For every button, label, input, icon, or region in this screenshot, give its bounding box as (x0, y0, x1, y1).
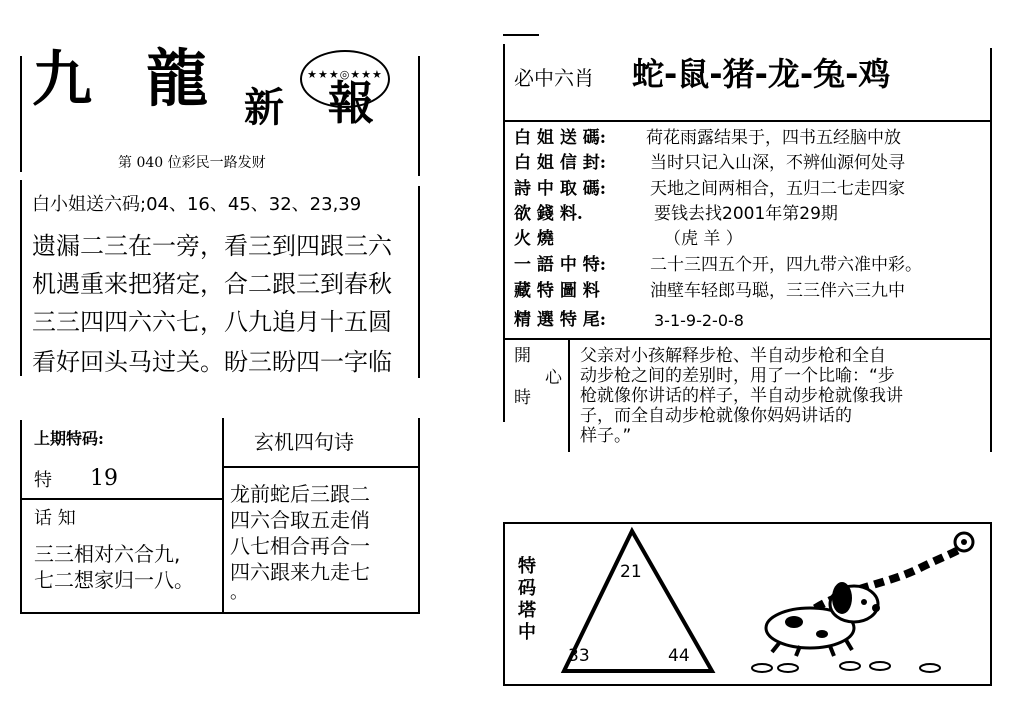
clue-text-6: 二十三四五个开，四九带六准中彩。 (650, 255, 922, 275)
main-border-left (20, 180, 22, 376)
clue-text-4: 要钱去找2001年第29期 (654, 204, 838, 224)
pyramid-side-char-4: 中 (518, 622, 536, 643)
pyramid-border-left (503, 522, 505, 686)
masthead-char-3: 新 (244, 84, 284, 131)
pyramid-top-number: 21 (620, 562, 642, 582)
bottom-border-right (418, 418, 420, 612)
verse-line-4: 看好回头马过关。盼三盼四一字临 (32, 348, 392, 376)
joke-line-3: 枪就像你讲话的样子，半自动步枪就像我讲 (580, 386, 903, 406)
hint-label: 话 知 (34, 508, 76, 529)
six-zodiac-animals: 蛇-鼠-猪-龙-兔-鸡 (632, 55, 891, 93)
joke-side-char-1: 開 (514, 346, 531, 366)
poem-line-4: 四六跟来九走七 (230, 560, 370, 584)
masthead-char-1: 九 (32, 45, 92, 115)
clue-label-5: 火 燒 (514, 229, 554, 249)
verse-line-2: 机遇重来把猪定，合二跟三到春秋 (32, 270, 392, 298)
joke-divider (568, 340, 570, 452)
pyramid-side-char-2: 码 (518, 578, 536, 599)
clues-border-right (990, 122, 992, 338)
clue-text-7: 油壁车轻郎马聪，三三伴六三九中 (650, 281, 905, 301)
pyramid-border-bottom (503, 684, 992, 686)
joke-line-5: 样子。” (580, 426, 632, 446)
last-period-divider (20, 498, 224, 500)
last-period-label: 上期特码: (34, 429, 104, 448)
pyramid-right-number: 44 (668, 646, 690, 666)
joke-line-1: 父亲对小孩解释步枪、半自动步枪和全自 (580, 346, 886, 366)
pyramid-border-right (990, 522, 992, 686)
hint-line-1: 三三相对六合九, (34, 542, 181, 566)
newspaper-seal (300, 50, 390, 108)
pyramid-left-number: 33 (568, 646, 590, 666)
joke-border-left (503, 340, 505, 422)
verse-line-3: 三三四四六六七，八九追月十五圆 (32, 308, 392, 336)
joke-line-2: 动步枪之间的差别时，用了一个比喻：“步 (580, 366, 895, 386)
joke-border-right (990, 340, 992, 452)
zodiac-border-left (503, 44, 505, 120)
clue-label-4: 欲 錢 料. (514, 204, 583, 224)
poem-title: 玄机四句诗 (254, 430, 354, 454)
clue-label-6: 一 語 中 特: (514, 255, 607, 275)
joke-side-char-2: 心 (545, 368, 562, 388)
clue-text-8: 3-1-9-2-0-8 (654, 311, 744, 330)
pyramid-border-top (503, 522, 992, 524)
masthead-char-2: 龍 (146, 42, 209, 115)
bottom-border-bottom (20, 612, 420, 614)
clue-text-5: （虎 羊 ） (664, 229, 743, 249)
zodiac-border-bottom (503, 120, 992, 122)
masthead-border-left (20, 56, 22, 172)
te-label: 特 (34, 470, 52, 491)
poem-end-mark: 。 (230, 582, 248, 603)
clue-label-7: 藏 特 圖 料 (514, 281, 600, 301)
masthead-tagline: 第 040 位彩民一路发财 (118, 155, 266, 171)
seal-stars: ★★★◎★★★ (307, 68, 383, 81)
clue-label-2: 白 姐 信 封: (514, 153, 607, 173)
six-numbers-line: 白小姐送六码;04、16、45、32、23,39 (32, 194, 362, 215)
clue-label-8: 精 選 特 尾: (514, 310, 607, 330)
poem-title-divider (222, 466, 420, 468)
clue-label-1: 白 姐 送 碼: (514, 128, 607, 148)
clues-border-left (503, 122, 505, 338)
clue-label-3: 詩 中 取 碼: (514, 179, 607, 199)
clue-text-3: 天地之间两相合，五归二七走四家 (650, 179, 905, 199)
top-mark (503, 34, 539, 36)
bottom-divider (222, 418, 224, 614)
dog-illustration (730, 528, 980, 678)
hint-line-2: 七二想家归一八。 (34, 568, 194, 592)
pyramid-side-char-3: 塔 (518, 600, 536, 621)
poem-line-2: 四六合取五走俏 (230, 508, 370, 532)
joke-side-char-3: 時 (514, 388, 531, 408)
joke-line-4: 子，而全自动步枪就像你妈妈讲话的 (580, 406, 852, 426)
clues-border-bottom (503, 338, 992, 340)
bottom-border-left (20, 420, 22, 614)
poem-line-3: 八七相合再合一 (230, 534, 370, 558)
clue-text-2: 当时只记入山深，不辨仙源何处寻 (650, 153, 905, 173)
masthead-char-4: 報 (328, 76, 374, 130)
poem-line-1: 龙前蛇后三跟二 (230, 482, 370, 506)
pyramid-side-char-1: 特 (518, 556, 536, 577)
verse-line-1: 遗漏二三在一旁，看三到四跟三六 (32, 232, 392, 260)
clue-text-1: 荷花雨露结果于，四书五经脑中放 (646, 128, 901, 148)
masthead-border-right (418, 56, 420, 176)
zodiac-border-right (990, 48, 992, 120)
te-value: 19 (90, 466, 118, 491)
six-zodiac-label: 必中六肖 (514, 66, 594, 90)
main-border-right (418, 186, 420, 378)
